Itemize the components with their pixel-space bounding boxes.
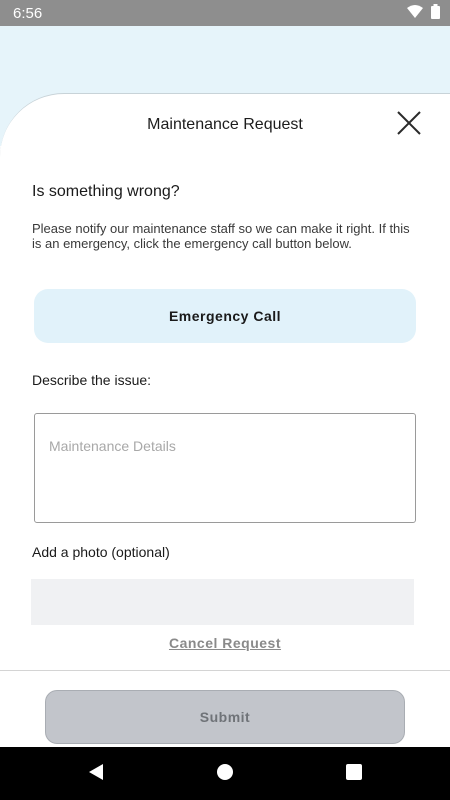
question-heading: Is something wrong? — [32, 183, 180, 200]
close-icon — [396, 110, 422, 141]
wifi-icon — [407, 5, 423, 22]
notice-text: Please notify our maintenance staff so we can make it right. If this is an emergency, click the emergency call button below. — [32, 221, 410, 251]
close-button[interactable] — [392, 108, 426, 142]
status-icons — [407, 4, 440, 23]
navigation-bar — [0, 747, 450, 800]
add-photo-label: Add a photo (optional) — [32, 544, 170, 560]
nav-home-button[interactable] — [213, 762, 237, 786]
cancel-request-link[interactable]: Cancel Request — [168, 635, 282, 651]
maintenance-details-input[interactable] — [35, 414, 415, 522]
submit-button[interactable]: Submit — [45, 690, 405, 744]
back-icon — [87, 763, 105, 786]
maintenance-request-sheet — [0, 93, 450, 747]
home-icon — [215, 762, 235, 787]
battery-icon — [431, 4, 440, 23]
page-title: Maintenance Request — [147, 116, 303, 133]
maintenance-details-field[interactable] — [34, 413, 416, 523]
nav-back-button[interactable] — [84, 762, 108, 786]
recents-icon — [346, 764, 362, 785]
status-time: 6:56 — [13, 4, 43, 22]
footer-divider — [0, 670, 450, 671]
status-bar — [0, 0, 450, 26]
emergency-call-button[interactable]: Emergency Call — [34, 289, 416, 343]
nav-recents-button[interactable] — [342, 762, 366, 786]
describe-issue-label: Describe the issue: — [32, 372, 152, 388]
add-photo-area[interactable] — [31, 579, 414, 625]
